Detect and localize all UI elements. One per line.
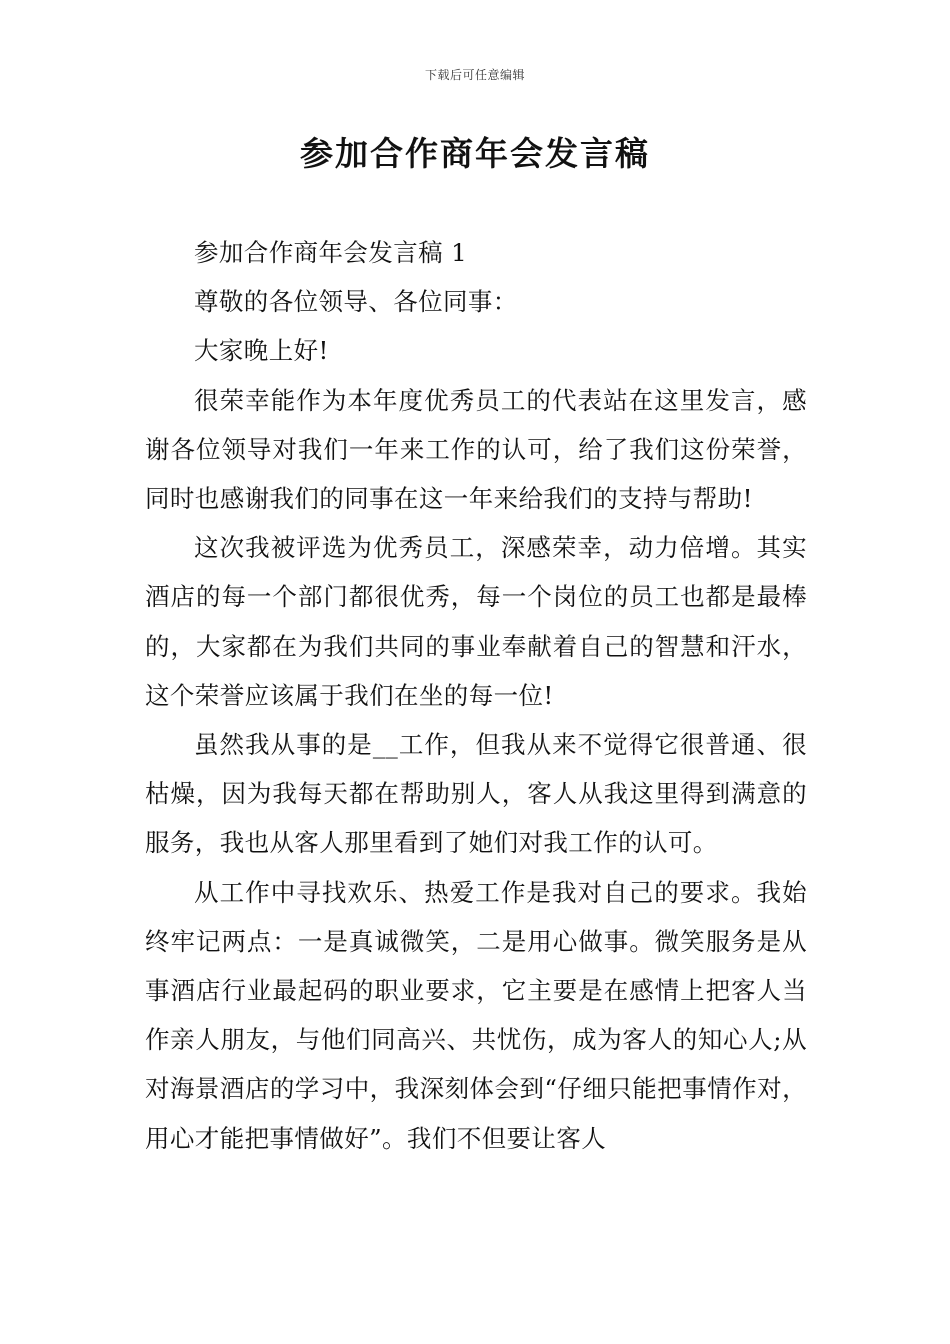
- body-paragraph: 很荣幸能作为本年度优秀员工的代表站在这里发言，感谢各位领导对我们一年来工作的认可，给了我们这份荣誉，同时也感谢我们的同事在这一年来给我们的支持与帮助!: [145, 385, 807, 514]
- greeting: 大家晚上好!: [194, 336, 329, 366]
- body-paragraph: 虽然我从事的是__工作，但我从来不觉得它很普通、很枯燥，因为我每天都在帮助别人，客人从我这里得到满意的服务，我也从客人那里看到了她们对我工作的认可。: [145, 730, 807, 858]
- body-paragraph: 从工作中寻找欢乐、热爱工作是我对自己的要求。我始终牢记两点：一是真诚微笑，二是用心做事。微笑服务是从事酒店行业最起码的职业要求，它主要是在感情上把客人当作亲人朋友，与他们同高兴、共忧伤，成为客人的知心人;从对海景酒店的学习中，我深刻体会到“仔细只能把事情作对，用心才能把事情做好”。我们不但要让客人: [145, 877, 807, 1153]
- document-body: [145, 228, 807, 1163]
- body-paragraph: 这次我被评选为优秀员工，深感荣幸，动力倍增。其实酒店的每一个部门都很优秀，每一个岗位的员工也都是最棒的，大家都在为我们共同的事业奉献着自己的智慧和汗水，这个荣誉应该属于我们在坐的每一位!: [145, 533, 807, 710]
- document-title: 参加合作商年会发言稿: [300, 134, 650, 173]
- salutation: 尊敬的各位领导、各位同事：: [194, 287, 518, 317]
- section-heading: 参加合作商年会发言稿 1: [194, 238, 468, 267]
- header-note: 下载后可任意编辑: [424, 68, 525, 82]
